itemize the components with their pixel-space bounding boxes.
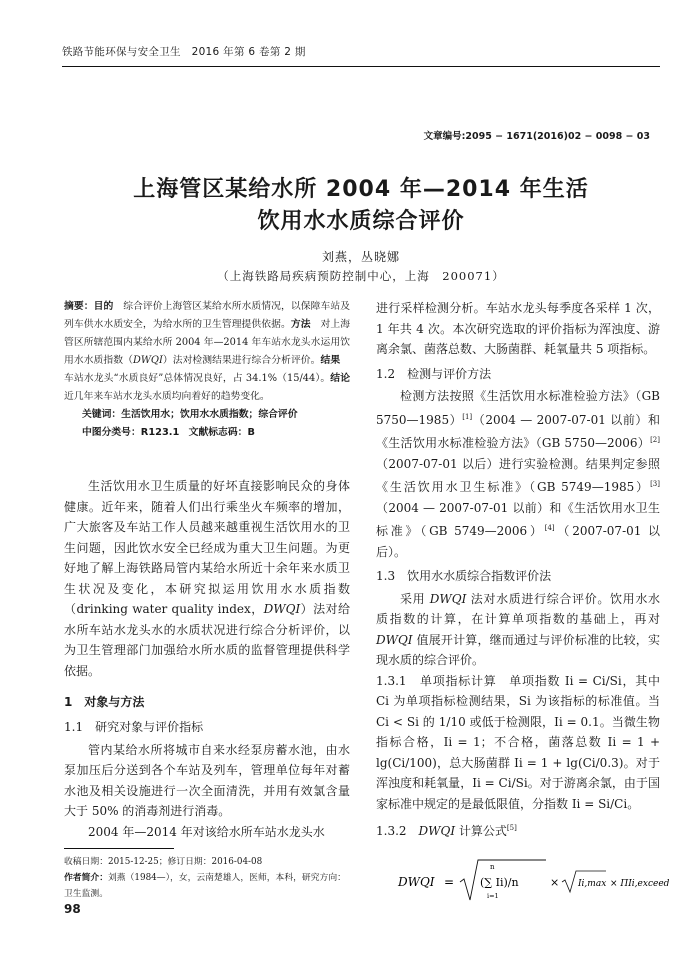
dwqi-formula [376,852,670,912]
conclusion-text: 近几年来车站水龙头水质均向着好的趋势变化。 [64,391,270,402]
formula-prod: × ΠIi,exceed [610,879,670,889]
method-label: 方法 [290,319,311,330]
result-label: 结果 [320,355,341,366]
abstract [64,298,350,406]
formula-sum: (∑ Ii)/n [480,876,519,889]
left-column [64,298,350,842]
intro-paragraph: 生活饮用水卫生质量的好坏直接影响民众的身体健康。近年来，随着人们出行乘坐火车频率的增加，广大旅客及车站工作人员越来越重视生活饮用水的卫生问题，因此饮水安全已经成为重大卫生问题。为更好地了解上海铁路局管内某给水所近十余年来水质卫生状况及变化，本研究拟运用饮用水水质指数（drinking water quality index，DWQI）法对给水所车站水龙头水的水质状况进行综合分析评价，以为卫生管理部门加强给水所水质的监督管理提供科学依据。 [64,479,350,678]
section-1-2-paragraph: 检测方法按照《生活饮用水标准检验方法》（GB 5750—1985）[1]（2004 — 2007-07-01 以前）和《生活饮用水标准检验方法》（GB 5750—2006）[2]（2007-07-01 以后）进行实验检测。结果判定参照《生活饮用水卫生标准》（GB 5749—1985）[3]（2004 — 2007-07-01 以前）和《生活饮用水卫生标准》（GB 5749—2006）[4]（2007-07-01 以后）。 [376,389,660,559]
goal-label: 目的 [93,301,114,312]
result-text: 车站水龙头“水质良好”总体情况良好，占 34.1%（15/44）。 [64,355,351,384]
method-text-2: ）法对检测结果进行综合分析评价。 [162,355,321,366]
formula-sum-top: n [490,863,495,871]
right-column [376,298,660,844]
formula-sum-bottom: i=1 [487,892,499,900]
conclusion-label: 结论 [330,373,351,384]
section-1-3-heading: 1.3 饮用水水质综合指数评价法 [376,569,552,583]
footnote [64,854,350,902]
clc-label: 中图分类号： [82,427,141,438]
page-number: 98 [64,902,81,916]
footnote-rule [64,848,174,849]
doc-code-label: 文献标志码： [188,427,248,438]
doc-code-value: B [247,427,255,438]
authors: 刘燕，丛晓娜 [321,250,400,264]
received-dates: 收稿日期：2015-12-25；修订日期：2016-04-08 [64,857,263,867]
section-1-1-paragraph-2: 2004 年—2014 年对该给水所车站水龙头水 [88,824,325,839]
formula-max: Ii,max [578,879,607,889]
section-1-3-2-heading: 1.3.2 DWQI 计算公式[5] [376,824,517,838]
author-bio: 作者简介：刘燕（1984—），女，云南楚雄人，医师，本科，研究方向：卫生监测。 [64,873,346,899]
formula-lhs: DWQI [398,875,435,889]
article-number: 文章编号:2095 − 1671(2016)02 − 0098 − 03 [423,131,650,142]
classification [64,424,350,442]
section-1-1-paragraph: 管内某给水所将城市自来水经泵房蓄水池，由水泵加压后分送到各个车站及列车，管理单位每年对蓄水池及相关设施进行一次全面清洗，并用有效氯含量大于 50% 的消毒剂进行消毒。 [64,742,350,818]
method-text: 对上海管区所辖范围内某给水所 2004 年—2014 年车站水龙头水运用饮用水水质指数（ [64,319,351,366]
section-1-2-heading: 1.2 检测与评价方法 [376,366,492,381]
formula-equals: = [444,875,455,889]
keywords-text: 生活饮用水；饮用水水质指数；综合评价 [121,409,298,420]
title-line-1: 上海管区某给水所 2004 年—2014 年生活 [133,177,589,202]
dwqi-term: DWQI [132,355,163,366]
abstract-label: 摘要： [64,301,94,312]
journal-header: 铁路节能环保与安全卫生 2016 年第 6 卷第 2 期 [62,46,306,58]
affiliation: （上海铁路局疾病预防控制中心，上海 200071） [217,269,505,283]
formula-times: × [550,876,560,889]
goal-text: 综合评价上海管区某给水所水质情况，以保障车站及列车供水水质安全，为给水所的卫生管理提供依据。 [64,301,351,330]
header-rule [62,66,660,67]
title-line-2: 饮用水水质综合评价 [257,209,465,234]
section-1-1-heading: 1.1 研究对象与评价指标 [64,720,204,734]
continued-paragraph: 进行采样检测分析。车站水龙头每季度各采样 1 次，1 年共 4 次。本次研究选取的评价指标为浑浊度、游离余氯、菌落总数、大肠菌群、耗氧量共 5 项指标。 [376,301,660,356]
section-1-heading: 1 对象与方法 [64,695,145,709]
clc-value: R123.1 [140,427,180,438]
section-1-3-1-paragraph: 1.3.1 单项指标计算 单项指数 Ii = Ci/Si，其中 Ci 为单项指标检测结果，Si 为该指标的标准值。当 Ci < Si 的 1/10 或低于检测限，Ii = 0.1。当微生物指标合格，Ii = 1；不合格，菌落总数 Ii = 1 + lg(Ci/100)，总大肠菌群 Ii = 1 + lg(Ci/0.3)。对于浑浊度和耗氧量，Ii = Ci/Si。对于游离余氯，由于国家标准中规定的是最低限值，分指数 Ii = Si/Ci。 [376,673,660,811]
keywords-label: 关键词： [82,409,122,420]
keywords [64,406,350,424]
section-1-3-paragraph: 采用 DWQI 法对水质进行综合评价。饮用水水质指数的计算，在计算单项指数的基础上，再对 DWQI 值展开计算，继而通过与评价标准的比较，实现水质的综合评价。 [376,591,660,667]
